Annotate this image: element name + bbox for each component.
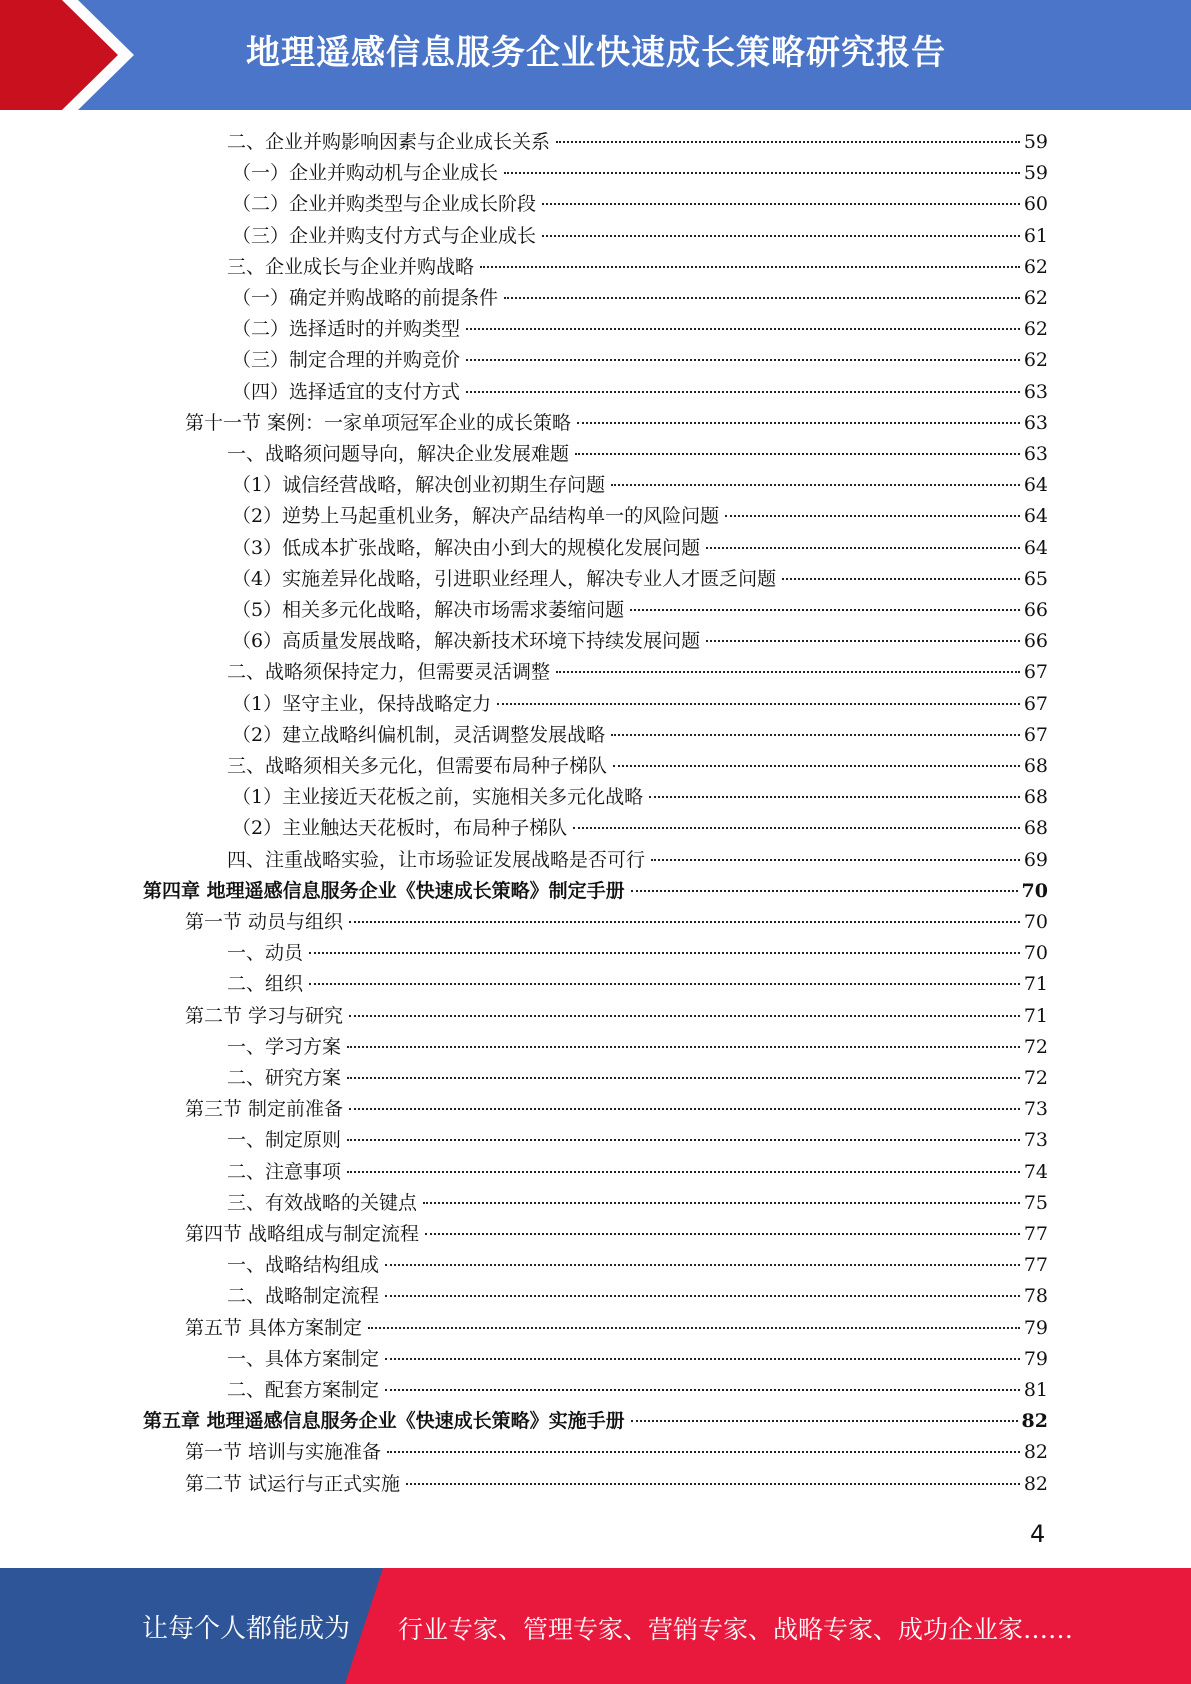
toc-dot-leader	[347, 1139, 1020, 1141]
toc-dot-leader	[385, 1389, 1020, 1391]
header-arrow-decoration	[0, 0, 150, 110]
toc-dot-leader	[309, 983, 1020, 985]
toc-entry-page: 67	[1023, 661, 1048, 683]
toc-entry-page: 63	[1023, 443, 1048, 465]
toc-entry-page: 59	[1023, 162, 1048, 184]
toc-dot-leader	[309, 952, 1020, 954]
toc-entry-page: 64	[1023, 537, 1048, 559]
footer-slogan-left: 让每个人都能成为	[142, 1614, 351, 1644]
toc-entry-title: （1）诚信经营战略，解决创业初期生存问题	[232, 474, 606, 496]
toc-entry-page: 74	[1023, 1161, 1048, 1183]
toc-entry[interactable]	[232, 377, 1048, 408]
toc-entry-title: 二、组织	[227, 973, 304, 995]
toc-entry[interactable]	[227, 1063, 1048, 1094]
toc-entry-page: 66	[1023, 599, 1048, 621]
toc-entry-title: （5）相关多元化战略，解决市场需求萎缩问题	[232, 599, 625, 621]
toc-dot-leader	[347, 1171, 1020, 1173]
toc-dot-leader	[631, 1420, 1018, 1422]
toc-entry-page: 68	[1023, 786, 1048, 808]
toc-entry-page: 75	[1023, 1192, 1048, 1214]
toc-dot-leader	[649, 796, 1020, 798]
toc-entry-page: 60	[1023, 193, 1048, 215]
toc-entry[interactable]	[185, 1313, 1048, 1344]
toc-dot-leader	[349, 1108, 1020, 1110]
toc-dot-leader	[504, 172, 1020, 174]
toc-dot-leader	[630, 609, 1020, 611]
toc-dot-leader	[480, 266, 1020, 268]
toc-entry-title: （四）选择适宜的支付方式	[232, 381, 461, 403]
toc-entry[interactable]	[227, 1281, 1048, 1312]
toc-entry[interactable]	[232, 189, 1048, 220]
toc-entry-title: （二）企业并购类型与企业成长阶段	[232, 193, 537, 215]
toc-entry[interactable]	[185, 408, 1048, 439]
toc-entry[interactable]	[232, 221, 1048, 252]
toc-entry-title: （1）坚守主业，保持战略定力	[232, 693, 492, 715]
toc-dot-leader	[577, 422, 1020, 424]
toc-entry-title: （2）主业触达天花板时，布局种子梯队	[232, 817, 568, 839]
toc-entry-title: 一、动员	[227, 942, 304, 964]
toc-entry[interactable]	[185, 907, 1048, 938]
toc-dot-leader	[497, 703, 1020, 705]
toc-entry-title: （三）制定合理的并购竞价	[232, 349, 461, 371]
toc-dot-leader	[575, 453, 1020, 455]
toc-entry-title: （一）企业并购动机与企业成长	[232, 162, 499, 184]
toc-entry-title: 一、战略须问题导向，解决企业发展难题	[227, 443, 570, 465]
toc-dot-leader	[613, 765, 1020, 767]
toc-entry-page: 73	[1023, 1129, 1048, 1151]
toc-entry[interactable]	[185, 1094, 1048, 1125]
toc-entry[interactable]	[232, 345, 1048, 376]
toc-entry-page: 63	[1023, 412, 1048, 434]
toc-entry-page: 64	[1023, 505, 1048, 527]
toc-entry-title: 二、配套方案制定	[227, 1379, 380, 1401]
toc-dot-leader	[611, 734, 1020, 736]
toc-dot-leader	[347, 1046, 1020, 1048]
toc-entry[interactable]	[227, 969, 1048, 1000]
toc-dot-leader	[349, 1015, 1020, 1017]
toc-entry-title: 第一节 动员与组织	[185, 911, 344, 933]
toc-entry-title: （6）高质量发展战略，解决新技术环境下持续发展问题	[232, 630, 701, 652]
toc-entry[interactable]	[185, 1001, 1048, 1032]
toc-entry-page: 70	[1021, 880, 1048, 902]
toc-dot-leader	[466, 391, 1020, 393]
toc-dot-leader	[631, 890, 1018, 892]
toc-entry-title: 三、战略须相关多元化，但需要布局种子梯队	[227, 755, 608, 777]
toc-entry-title: 二、战略制定流程	[227, 1285, 380, 1307]
toc-entry-page: 71	[1023, 1005, 1048, 1027]
toc-dot-leader	[706, 547, 1020, 549]
toc-entry-title: 一、制定原则	[227, 1129, 342, 1151]
toc-dot-leader	[423, 1202, 1020, 1204]
toc-entry[interactable]	[185, 1437, 1048, 1468]
toc-entry-page: 70	[1023, 942, 1048, 964]
toc-entry-page: 66	[1023, 630, 1048, 652]
toc-entry[interactable]	[232, 533, 1048, 564]
toc-entry-page: 79	[1023, 1317, 1048, 1339]
toc-dot-leader	[542, 235, 1020, 237]
toc-dot-leader	[425, 1233, 1020, 1235]
toc-entry-title: （2）建立战略纠偏机制，灵活调整发展战略	[232, 724, 606, 746]
toc-entry-page: 63	[1023, 381, 1048, 403]
toc-entry-title: 一、战略结构组成	[227, 1254, 380, 1276]
toc-entry[interactable]	[227, 657, 1048, 688]
toc-entry[interactable]	[227, 751, 1048, 782]
toc-chapter-entry[interactable]	[143, 1406, 1048, 1437]
toc-dot-leader	[368, 1327, 1020, 1329]
toc-entry-page: 62	[1023, 256, 1048, 278]
toc-entry-page: 64	[1023, 474, 1048, 496]
toc-entry-page: 62	[1023, 287, 1048, 309]
toc-entry-page: 77	[1023, 1254, 1048, 1276]
toc-entry[interactable]	[227, 1250, 1048, 1281]
toc-entry[interactable]	[232, 470, 1048, 501]
toc-dot-leader	[725, 515, 1020, 517]
toc-dot-leader	[611, 484, 1020, 486]
toc-entry-title: 四、注重战略实验，让市场验证发展战略是否可行	[227, 849, 646, 871]
toc-entry-title: 一、具体方案制定	[227, 1348, 380, 1370]
toc-entry[interactable]	[227, 1375, 1048, 1406]
toc-entry-title: （2）逆势上马起重机业务，解决产品结构单一的风险问题	[232, 505, 720, 527]
toc-entry-title: （一）确定并购战略的前提条件	[232, 287, 499, 309]
toc-entry-title: 二、企业并购影响因素与企业成长关系	[227, 131, 551, 153]
toc-entry-title: 一、学习方案	[227, 1036, 342, 1058]
toc-entry[interactable]	[232, 283, 1048, 314]
toc-entry[interactable]	[232, 158, 1048, 189]
toc-entry[interactable]	[227, 1188, 1048, 1219]
toc-entry-page: 62	[1023, 318, 1048, 340]
toc-entry-page: 68	[1023, 755, 1048, 777]
toc-entry[interactable]	[232, 626, 1048, 657]
toc-dot-leader	[556, 671, 1020, 673]
toc-entry-title: 三、有效战略的关键点	[227, 1192, 418, 1214]
toc-dot-leader	[347, 1077, 1020, 1079]
toc-dot-leader	[651, 859, 1020, 861]
toc-entry-title: （4）实施差异化战略，引进职业经理人，解决专业人才匮乏问题	[232, 568, 777, 590]
toc-entry-title: 第一节 培训与实施准备	[185, 1441, 382, 1463]
page-number: 4	[1030, 1520, 1046, 1548]
toc-dot-leader	[542, 203, 1020, 205]
toc-entry-page: 81	[1023, 1379, 1048, 1401]
toc-entry[interactable]	[232, 501, 1048, 532]
toc-entry-page: 67	[1023, 693, 1048, 715]
toc-entry-page: 65	[1023, 568, 1048, 590]
toc-entry-title: （3）低成本扩张战略，解决由小到大的规模化发展问题	[232, 537, 701, 559]
toc-entry-page: 78	[1023, 1285, 1048, 1307]
toc-entry-title: 第五章 地理遥感信息服务企业《快速成长策略》实施手册	[143, 1410, 625, 1432]
toc-dot-leader	[385, 1295, 1020, 1297]
toc-dot-leader	[504, 297, 1020, 299]
toc-dot-leader	[706, 640, 1020, 642]
toc-entry[interactable]	[232, 564, 1048, 595]
footer-slogan-right: 行业专家、管理专家、营销专家、战略专家、成功企业家……	[398, 1615, 1074, 1644]
toc-entry[interactable]	[227, 439, 1048, 470]
toc-entry-title: 第五节 具体方案制定	[185, 1317, 363, 1339]
toc-entry[interactable]	[185, 1469, 1048, 1500]
toc-dot-leader	[782, 578, 1020, 580]
toc-entry-page: 82	[1023, 1473, 1048, 1495]
toc-entry[interactable]	[227, 1125, 1048, 1156]
toc-entry-title: （1）主业接近天花板之前，实施相关多元化战略	[232, 786, 644, 808]
report-title: 地理遥感信息服务企业快速成长策略研究报告	[246, 33, 946, 73]
toc-entry-title: （二）选择适时的并购类型	[232, 318, 461, 340]
toc-entry[interactable]	[227, 127, 1048, 158]
toc-entry-title: （三）企业并购支付方式与企业成长	[232, 225, 537, 247]
toc-entry-page: 67	[1023, 724, 1048, 746]
toc-entry-title: 第四章 地理遥感信息服务企业《快速成长策略》制定手册	[143, 880, 625, 902]
toc-entry[interactable]	[185, 1219, 1048, 1250]
toc-dot-leader	[385, 1264, 1020, 1266]
toc-dot-leader	[466, 328, 1020, 330]
toc-entry-page: 71	[1023, 973, 1048, 995]
toc-entry-page: 70	[1023, 911, 1048, 933]
toc-entry-page: 77	[1023, 1223, 1048, 1245]
toc-entry[interactable]	[227, 938, 1048, 969]
toc-entry[interactable]	[232, 595, 1048, 626]
toc-entry-title: 二、研究方案	[227, 1067, 342, 1089]
toc-entry[interactable]	[232, 720, 1048, 751]
toc-entry-page: 68	[1023, 817, 1048, 839]
toc-entry-page: 62	[1023, 349, 1048, 371]
toc-entry[interactable]	[227, 845, 1048, 876]
toc-dot-leader	[385, 1358, 1020, 1360]
toc-entry[interactable]	[227, 252, 1048, 283]
toc-entry-title: 第十一节 案例：一家单项冠军企业的成长策略	[185, 412, 572, 434]
toc-entry[interactable]	[227, 1344, 1048, 1375]
toc-dot-leader	[387, 1451, 1020, 1453]
toc-entry-title: 二、注意事项	[227, 1161, 342, 1183]
toc-entry-page: 82	[1021, 1410, 1048, 1432]
toc-entry-page: 73	[1023, 1098, 1048, 1120]
toc-entry-page: 72	[1023, 1067, 1048, 1089]
toc-entry-page: 61	[1023, 225, 1048, 247]
toc-entry-page: 79	[1023, 1348, 1048, 1370]
toc-entry-page: 59	[1023, 131, 1048, 153]
toc-entry[interactable]	[232, 813, 1048, 844]
toc-dot-leader	[406, 1483, 1020, 1485]
toc-dot-leader	[556, 141, 1020, 143]
toc-dot-leader	[466, 359, 1020, 361]
toc-entry[interactable]	[227, 1157, 1048, 1188]
toc-entry-title: 第三节 制定前准备	[185, 1098, 344, 1120]
page-footer	[0, 1568, 1191, 1684]
toc-entry-title: 第二节 试运行与正式实施	[185, 1473, 401, 1495]
toc-entry-page: 72	[1023, 1036, 1048, 1058]
toc-dot-leader	[573, 827, 1020, 829]
toc-entry-title: 二、战略须保持定力，但需要灵活调整	[227, 661, 551, 683]
toc-entry-page: 82	[1023, 1441, 1048, 1463]
toc-entry-title: 第四节 战略组成与制定流程	[185, 1223, 420, 1245]
toc-dot-leader	[349, 921, 1020, 923]
toc-entry-title: 三、企业成长与企业并购战略	[227, 256, 475, 278]
toc-entry[interactable]	[227, 1032, 1048, 1063]
toc-entry-page: 69	[1023, 849, 1048, 871]
page-header	[0, 0, 1191, 110]
toc-entry[interactable]	[232, 689, 1048, 720]
toc-chapter-entry[interactable]	[143, 876, 1048, 907]
toc-entry[interactable]	[232, 782, 1048, 813]
toc-entry-title: 第二节 学习与研究	[185, 1005, 344, 1027]
toc-entry[interactable]	[232, 314, 1048, 345]
